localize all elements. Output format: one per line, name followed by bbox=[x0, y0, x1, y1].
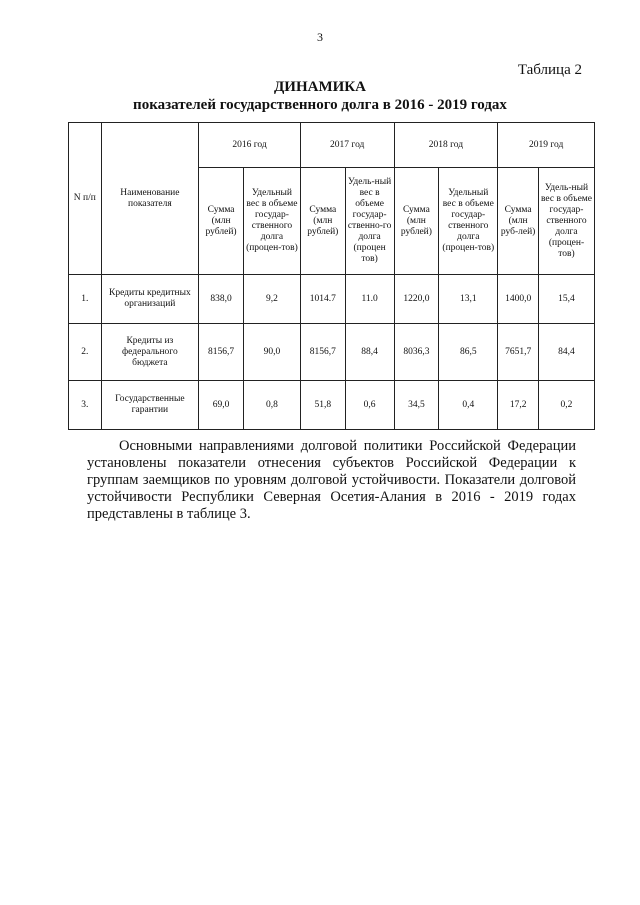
value-cell: 15,4 bbox=[538, 275, 594, 324]
value-cell: 8156,7 bbox=[300, 324, 345, 381]
table-row bbox=[69, 275, 595, 324]
value-cell: 86,5 bbox=[439, 324, 498, 381]
row-number: 1. bbox=[69, 275, 102, 324]
body-paragraph: Основными направлениями долговой политики Российской Федерации установлены показатели отнесения субъектов Российской Федерации к группам заемщиков по уровням долговой устойчивости. Показатели долговой устойчивости Республики Северная Осетия-Алания в 2016 - 2019 годах представлены в таблице 3. bbox=[87, 438, 576, 522]
header-year-2019: 2019 год bbox=[498, 123, 595, 168]
header-sum-2016: Сумма (млн рублей) bbox=[199, 168, 244, 275]
table-title bbox=[0, 78, 640, 114]
table-reference: Таблица 2 bbox=[517, 62, 582, 78]
page-number: 3 bbox=[317, 30, 323, 44]
debt-dynamics-table bbox=[68, 122, 595, 430]
value-cell: 1400,0 bbox=[498, 275, 539, 324]
value-cell: 838,0 bbox=[199, 275, 244, 324]
header-share-2016: Удельный вес в объеме государ-ственного долга (процен-тов) bbox=[243, 168, 300, 275]
header-name: Наименование показателя bbox=[101, 123, 199, 275]
value-cell: 1220,0 bbox=[394, 275, 439, 324]
value-cell: 7651,7 bbox=[498, 324, 539, 381]
header-year-2016: 2016 год bbox=[199, 123, 301, 168]
row-number: 3. bbox=[69, 381, 102, 430]
title-line-1: ДИНАМИКА bbox=[273, 79, 367, 95]
value-cell: 8156,7 bbox=[199, 324, 244, 381]
header-num: N п/п bbox=[69, 123, 102, 275]
value-cell: 90,0 bbox=[243, 324, 300, 381]
row-number: 2. bbox=[69, 324, 102, 381]
header-sum-2017: Сумма (млн рублей) bbox=[300, 168, 345, 275]
header-share-2018: Удельный вес в объеме государ-ственного долга (процен-тов) bbox=[439, 168, 498, 275]
value-cell: 8036,3 bbox=[394, 324, 439, 381]
value-cell: 17,2 bbox=[498, 381, 539, 430]
value-cell: 9,2 bbox=[243, 275, 300, 324]
header-row-years bbox=[69, 123, 595, 168]
value-cell: 84,4 bbox=[538, 324, 594, 381]
value-cell: 0,6 bbox=[345, 381, 394, 430]
title-line-2: показателей государственного долга в 2016 - 2019 годах bbox=[133, 97, 507, 113]
header-share-2019: Удель-ный вес в объеме государ-ственного долга (процен-тов) bbox=[538, 168, 594, 275]
value-cell: 51,8 bbox=[300, 381, 345, 430]
header-share-2017: Удель-ный вес в объеме государ-ственно-го долга (процен тов) bbox=[345, 168, 394, 275]
value-cell: 0,4 bbox=[439, 381, 498, 430]
table-row bbox=[69, 324, 595, 381]
header-sum-2018: Сумма (млн рублей) bbox=[394, 168, 439, 275]
value-cell: 0,8 bbox=[243, 381, 300, 430]
value-cell: 69,0 bbox=[199, 381, 244, 430]
header-sum-2019: Сумма (млн руб-лей) bbox=[498, 168, 539, 275]
value-cell: 0,2 bbox=[538, 381, 594, 430]
row-name: Государственные гарантии bbox=[101, 381, 199, 430]
value-cell: 13,1 bbox=[439, 275, 498, 324]
value-cell: 88,4 bbox=[345, 324, 394, 381]
row-name: Кредиты кредитных организаций bbox=[101, 275, 199, 324]
table-row bbox=[69, 381, 595, 430]
row-name: Кредиты из федерального бюджета bbox=[101, 324, 199, 381]
header-year-2017: 2017 год bbox=[300, 123, 394, 168]
value-cell: 1014.7 bbox=[300, 275, 345, 324]
header-year-2018: 2018 год bbox=[394, 123, 498, 168]
value-cell: 34,5 bbox=[394, 381, 439, 430]
value-cell: 11.0 bbox=[345, 275, 394, 324]
